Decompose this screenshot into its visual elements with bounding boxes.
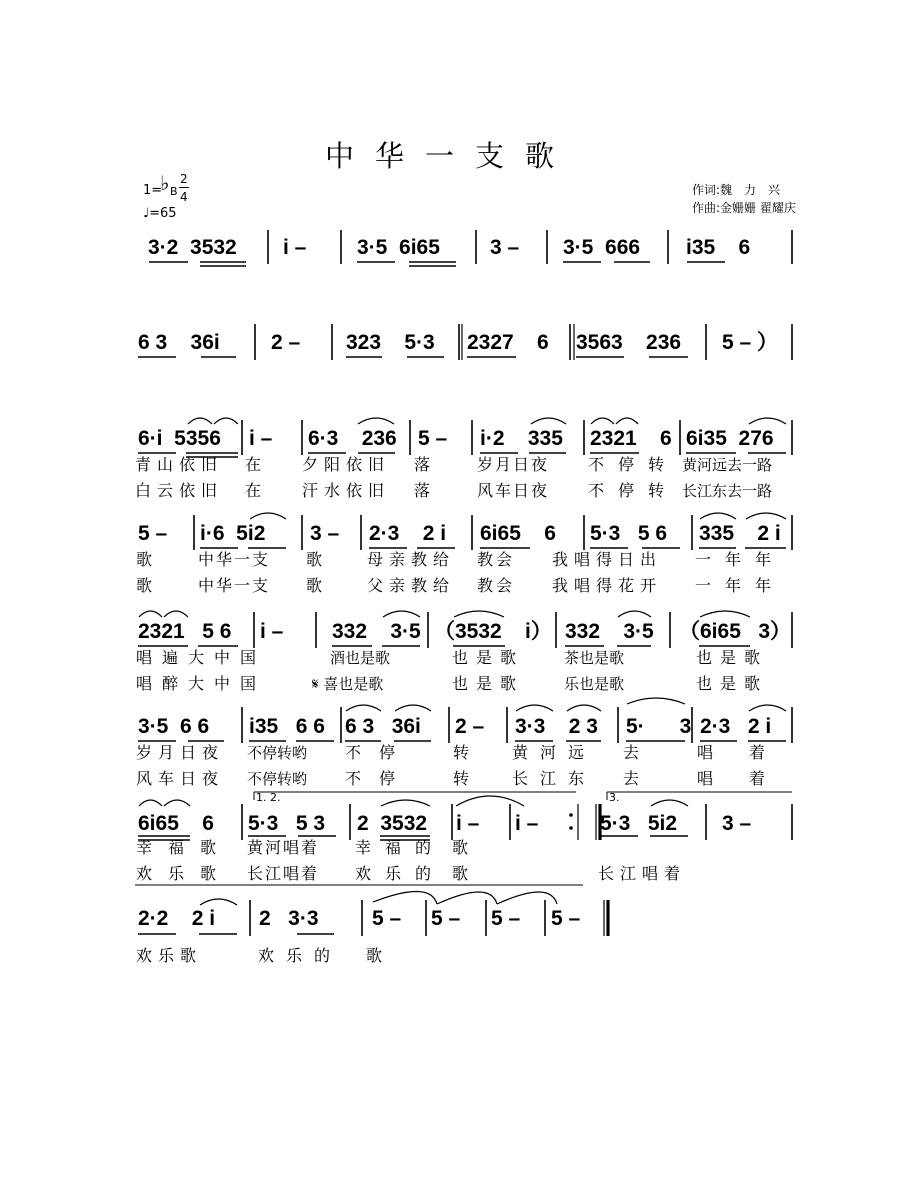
slur xyxy=(139,800,162,806)
lyric: 唱着 xyxy=(697,769,802,788)
measure: i – xyxy=(249,427,273,450)
lyric: 黄河远去一路 xyxy=(682,456,773,474)
lyric: 也是歌 xyxy=(452,674,525,693)
measure: i·6 5i2 xyxy=(200,522,266,545)
slur xyxy=(383,611,420,617)
slur xyxy=(454,611,504,617)
slur xyxy=(139,611,162,617)
measure: 2 3532 xyxy=(357,812,428,835)
lyric: 长江东去一路 xyxy=(682,482,773,500)
lyric: 长江唱着 xyxy=(247,864,320,883)
measure: 3·5 666 xyxy=(563,236,641,259)
lyric: 母亲教给 xyxy=(367,550,456,569)
lyric: 欢乐歌 xyxy=(136,946,203,965)
lyric: 白云依旧 xyxy=(135,481,224,500)
lyric: 转 xyxy=(453,743,470,762)
measure: 6i35 276 xyxy=(686,427,774,450)
measure: 3·5 6 6 xyxy=(138,715,210,738)
volta-1-2-label: 1. 2. xyxy=(256,791,281,804)
slur xyxy=(616,418,638,424)
slur xyxy=(618,611,651,617)
measure: 5·3 5i2 xyxy=(600,812,678,835)
measure: 2 – xyxy=(455,715,485,738)
lyric: 唱遍大中国 xyxy=(136,648,267,667)
lyric: 落 xyxy=(414,455,431,474)
slur xyxy=(516,705,553,711)
repeat-dot xyxy=(569,813,573,817)
measure: 2·2 2 i xyxy=(138,907,216,930)
tie xyxy=(437,892,497,904)
slur xyxy=(164,800,190,806)
measure: 2321 5 6 xyxy=(138,620,232,643)
lyric: 一年年 xyxy=(695,576,786,595)
measure: 2 3·3 xyxy=(259,907,319,930)
slur xyxy=(749,705,786,711)
measure: 3 – xyxy=(310,522,340,545)
lyric: 歌 xyxy=(366,946,383,965)
lyric: 长江唱着 xyxy=(598,864,687,883)
time-bottom: 4 xyxy=(180,190,188,204)
measure: 5 – xyxy=(551,907,581,930)
slur xyxy=(346,705,381,711)
lyric: 酒也是歌 xyxy=(330,649,391,667)
lyric: 去 xyxy=(623,769,640,788)
lyric: 落 xyxy=(414,481,431,500)
tempo-mark: ♩=65 xyxy=(143,206,177,221)
lyric: 茶也是歌 xyxy=(564,649,625,667)
slur xyxy=(395,705,431,711)
lyric: 中华一支 xyxy=(198,576,271,595)
lyric: 转 xyxy=(453,769,470,788)
lyric: 欢乐的 xyxy=(355,864,446,883)
measure: 5 – xyxy=(372,907,402,930)
lyric: 不停 xyxy=(345,743,414,762)
measure: 6 3 36i xyxy=(138,331,220,354)
flat-sign: ♭ xyxy=(160,171,170,195)
measure: 5 – xyxy=(418,427,448,450)
slur xyxy=(531,418,566,424)
measure: i – xyxy=(456,812,480,835)
slur xyxy=(567,705,601,711)
measure: i·2 335 xyxy=(480,427,563,450)
composer-credit: 作曲:金姗姗 翟耀庆 xyxy=(692,201,796,215)
slur xyxy=(214,418,238,424)
lyric: 岁月日夜 xyxy=(477,455,550,474)
time-top: 2 xyxy=(180,172,188,186)
measure: 3·5 6i65 xyxy=(357,236,440,259)
slur xyxy=(188,418,212,424)
lyricist-credit: 作词:魏 力 兴 xyxy=(692,183,781,197)
lyric: 幸福歌 xyxy=(136,838,233,857)
measure: i35 6 6 xyxy=(249,715,325,738)
lyric: 父亲教给 xyxy=(367,576,456,595)
volta-3-label: 3. xyxy=(609,791,620,804)
lyric: 长江东 xyxy=(512,769,597,788)
measure: 2·3 2 i xyxy=(700,715,772,738)
lyric: 欢乐的 xyxy=(258,946,343,965)
measure: 2 – xyxy=(271,331,301,354)
measure: 3 – xyxy=(722,812,752,835)
measure: 3 – xyxy=(490,236,520,259)
lyric: 我唱得日出 xyxy=(552,550,663,569)
measure: 332 3·5 xyxy=(332,620,421,643)
lyric: 乐也是歌 xyxy=(564,675,625,693)
measure: 2·3 2 i xyxy=(369,522,447,545)
slur xyxy=(591,418,614,424)
measure: 2321 6 xyxy=(590,427,672,450)
lyric: 岁月日夜 xyxy=(136,743,225,762)
tie xyxy=(497,892,557,904)
measure: 323 5·3 xyxy=(346,331,435,354)
lyric: 黄河远 xyxy=(512,743,597,762)
measure: i – xyxy=(515,812,539,835)
slur xyxy=(627,698,685,704)
measure: 5· 3 xyxy=(626,715,692,738)
slur xyxy=(749,418,786,424)
lyric: 教会 xyxy=(477,576,516,595)
measure: 6i65 6 xyxy=(138,812,214,835)
slur xyxy=(164,611,188,617)
measure: （3532 i） xyxy=(434,620,552,643)
lyric: 我唱得花开 xyxy=(552,576,663,595)
slur xyxy=(700,611,750,617)
repeat-dot xyxy=(569,826,573,830)
slur xyxy=(381,800,430,806)
lyric: 不停转哟 xyxy=(247,770,308,788)
lyric: 教会 xyxy=(477,550,516,569)
measure: 332 3·5 xyxy=(565,620,654,643)
lyric: 中华一支 xyxy=(198,550,271,569)
measure: 5·3 5 3 xyxy=(248,812,326,835)
tie xyxy=(373,891,437,904)
song-title: 中华一支歌 xyxy=(324,139,575,173)
lyric: 𝄋 喜也是歌 xyxy=(312,675,384,693)
measure: 6i65 6 xyxy=(480,522,556,545)
slur xyxy=(700,513,736,519)
lyric: 歌 xyxy=(136,576,153,595)
lyric: 也是歌 xyxy=(696,648,769,667)
measure: 3·2 3532 xyxy=(148,236,237,259)
key-note: B xyxy=(170,185,178,198)
lyric: 欢乐歌 xyxy=(136,864,233,883)
slur xyxy=(200,899,237,905)
lyric: 歌 xyxy=(452,864,469,883)
lyric: 汗水依旧 xyxy=(302,481,391,500)
measure: 6 3 36i xyxy=(345,715,421,738)
lyric: 在 xyxy=(245,455,262,474)
measure: 335 2 i xyxy=(699,522,781,545)
key-label: 1= xyxy=(143,183,163,198)
measure: 6·i 5356 xyxy=(138,427,221,450)
lyric: 歌 xyxy=(452,838,469,857)
measure: i35 6 xyxy=(686,236,751,259)
lyric: 去 xyxy=(623,743,640,762)
tie xyxy=(456,796,524,806)
measure: 5·3 5 6 xyxy=(590,522,668,545)
measure: 5 – ） xyxy=(722,331,779,354)
lyric: 风车日夜 xyxy=(477,481,550,500)
lyric: 不停转 xyxy=(588,481,679,500)
lyric: 歌 xyxy=(306,576,323,595)
lyric: 歌 xyxy=(306,550,323,569)
lyric: 不停 xyxy=(345,769,414,788)
measure: i – xyxy=(260,620,284,643)
lyric: 在 xyxy=(245,481,262,500)
slur xyxy=(250,513,286,519)
lyric: 也是歌 xyxy=(452,648,525,667)
measure: （6i65 3） xyxy=(679,620,792,643)
measure: 6·3 236 xyxy=(308,427,397,450)
measure: 3563 236 xyxy=(576,331,682,354)
lyric: 唱着 xyxy=(697,743,802,762)
lyric: 幸福的 xyxy=(355,838,446,857)
lyric: 黄河唱着 xyxy=(247,838,320,857)
measure: 5 – xyxy=(491,907,521,930)
measure: i – xyxy=(283,236,307,259)
lyric: 夕阳依旧 xyxy=(302,455,391,474)
measure: 3·3 2 3 xyxy=(515,715,598,738)
measure: 5 – xyxy=(138,522,168,545)
lyric: 一年年 xyxy=(695,550,786,569)
lyric: 唱醉大中国 xyxy=(136,674,267,693)
lyric: 不停转哟 xyxy=(247,744,308,762)
slur xyxy=(746,513,786,519)
lyric: 不停转 xyxy=(588,455,679,474)
lyric: 也是歌 xyxy=(696,674,769,693)
lyric: 风车日夜 xyxy=(136,769,225,788)
measure: 2327 6 xyxy=(467,331,549,354)
measure: 5 – xyxy=(431,907,461,930)
lyric: 歌 xyxy=(136,550,153,569)
lyric: 青山依旧 xyxy=(135,455,224,474)
slur xyxy=(358,418,394,424)
slur xyxy=(651,800,688,806)
